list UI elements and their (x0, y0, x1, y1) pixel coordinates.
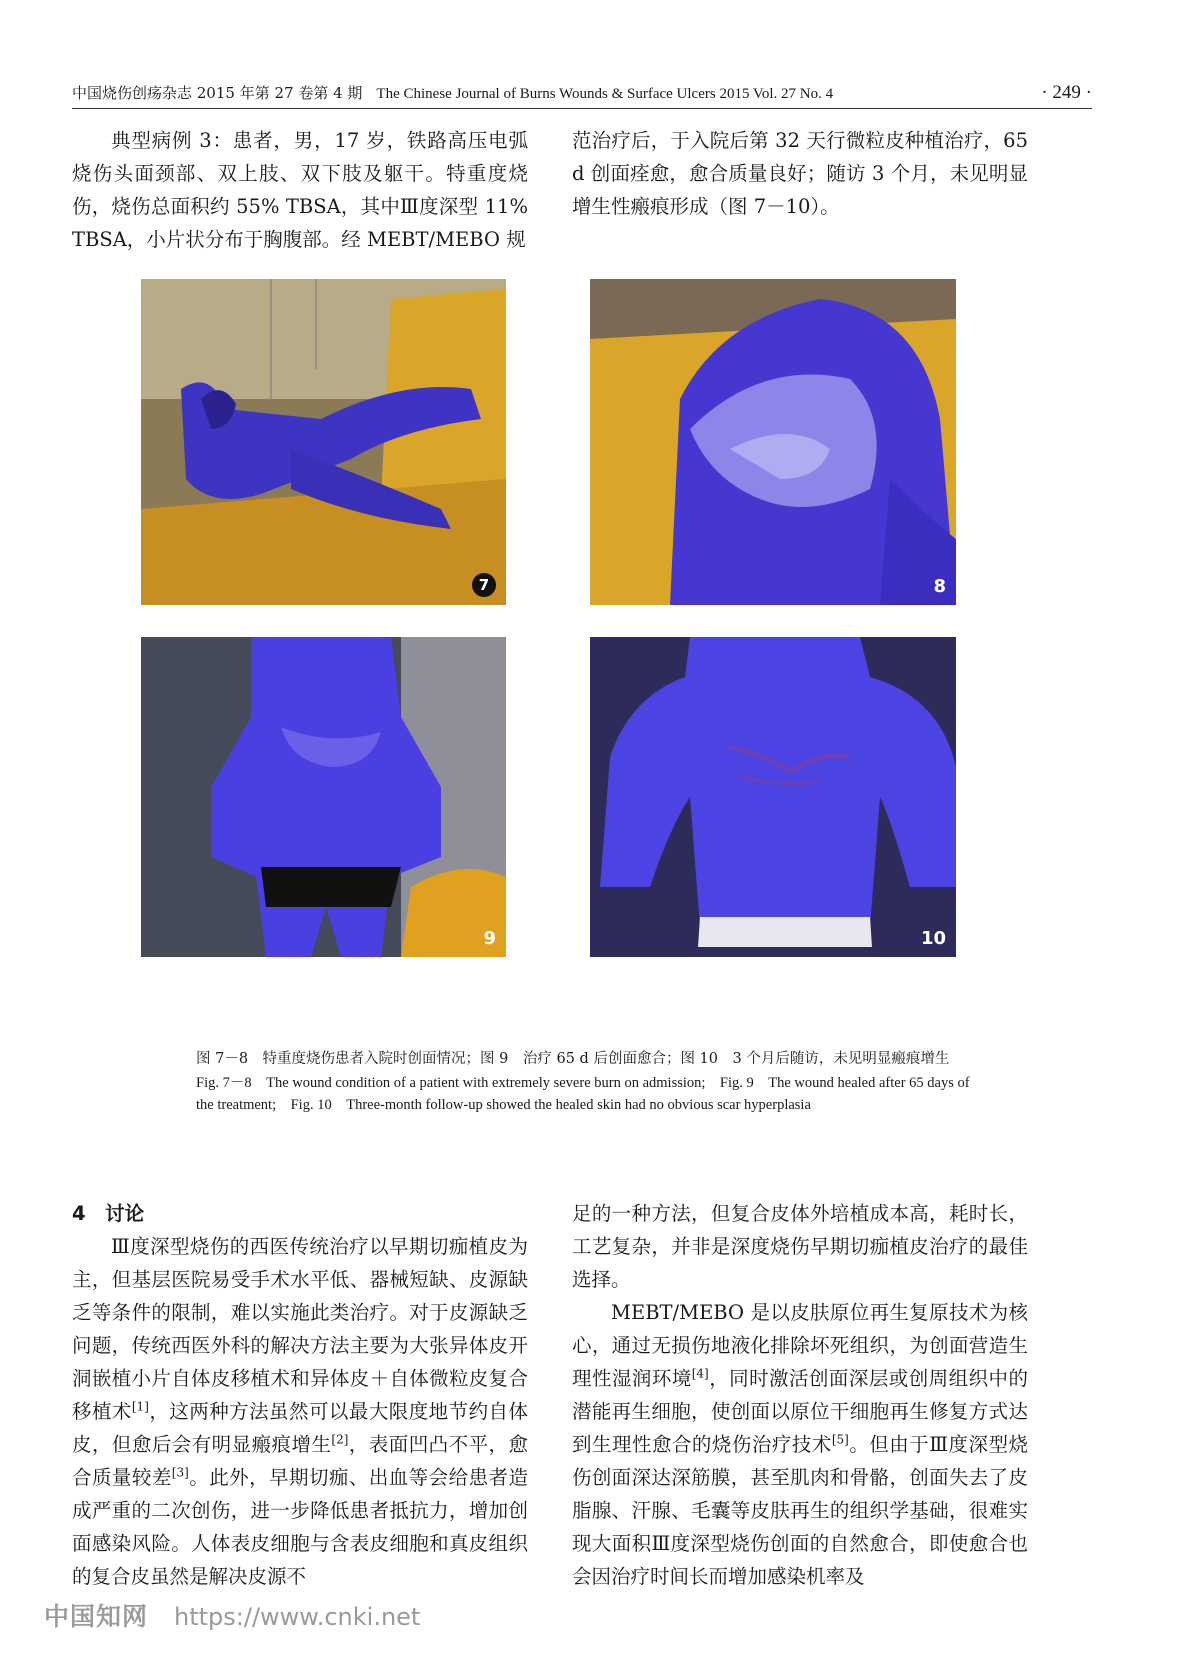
discussion-text: MEBT/MEBO 是以皮肤原位再生复原技术为核心，通过无损伤地液化排除坏死组织，为创面营造生理性湿润环境 (572, 1301, 1028, 1390)
figure-10-photo (590, 637, 956, 957)
figure-7-label: 7 (472, 573, 496, 597)
discussion-text: 。但由于Ⅲ度深型烧伤创面深达深筋膜，甚至肌肉和骨骼，创面失去了皮脂腺、汗腺、毛囊等皮肤再生的组织学基础，很难实现大面积Ⅲ度深型烧伤创面的自然愈合，即使愈合也会因治疗时间长而增加感染机率及 (572, 1433, 1028, 1588)
journal-title (72, 78, 833, 109)
figure-7-photo (141, 279, 506, 605)
discussion-left (72, 1230, 528, 1593)
journal-title-cn: 中国烧伤创疡杂志 2015 年第 27 卷第 4 期 (72, 84, 363, 102)
cnki-url[interactable]: https://www.cnki.net (174, 1603, 421, 1631)
discussion-paragraph-1 (72, 1230, 528, 1593)
caption-cn: 图 7－8 特重度烧伤患者入院时创面情况；图 9 治疗 65 d 后创面愈合；图 10 3 个月后随访，未见明显瘢痕增生 (196, 1051, 950, 1067)
cnki-watermark (44, 1597, 420, 1633)
figure-8-photo (590, 279, 956, 605)
running-header (72, 78, 1092, 108)
discussion-text: Ⅲ度深型烧伤的西医传统治疗以早期切痂植皮为主，但基层医院易受手术水平低、器械短缺、皮源缺乏等条件的限制，难以实施此类治疗。对于皮源缺乏问题，传统西医外科的解决方法主要为大张异体皮开洞嵌植小片自体皮移植术和异体皮＋自体微粒皮复合移植术 (72, 1235, 528, 1423)
case-paragraph-right: 范治疗后，于入院后第 32 天行微粒皮种植治疗，65 d 创面痊愈，愈合质量良好；随访 3 个月，未见明显增生性瘢痕形成（图 7－10）。 (572, 129, 1028, 218)
case-text-right (572, 124, 1028, 223)
figure-9-label: 9 (483, 928, 496, 949)
figure-7-illustration (141, 279, 506, 605)
citation: [4] (691, 1366, 709, 1381)
figure-10-illustration (590, 637, 956, 957)
discussion-right (572, 1197, 1028, 1593)
figure-10-label: 10 (920, 928, 946, 949)
discussion-text: ，同时激活创面深层或创周组织中的潜能再生细胞，使创面以原位干细胞再生修复方式达到生理性愈合的烧伤治疗技术 (572, 1367, 1028, 1456)
citation: [5] (831, 1432, 849, 1447)
figure-9-photo (141, 637, 506, 957)
page-number: · 249 · (1041, 82, 1092, 103)
figure-8-illustration (590, 279, 956, 605)
citation: [2] (331, 1432, 349, 1447)
discussion-text: ，这两种方法虽然可以最大限度地节约自体皮，但愈后会有明显瘢痕增生 (72, 1400, 528, 1456)
header-rule (72, 108, 1092, 109)
citation: [3] (171, 1465, 189, 1480)
discussion-paragraph-1-cont: 足的一种方法，但复合皮体外培植成本高，耗时长，工艺复杂，并非是深度烧伤早期切痂植皮治疗的最佳选择。 (572, 1202, 1028, 1291)
section-title: 4 讨论 (72, 1202, 145, 1225)
figure-caption (196, 1048, 976, 1116)
case-paragraph-left: 典型病例 3：患者，男，17 岁，铁路高压电弧烧伤头面颈部、双上肢、双下肢及躯干。特重度烧伤，烧伤总面积约 55% TBSA，其中Ⅲ度深型 11% TBSA，小片状分布于胸腹部。经 MEBT/MEBO 规 (72, 129, 528, 251)
discussion-text: 。此外，早期切痂、出血等会给患者造成严重的二次创伤，进一步降低患者抵抗力，增加创面感染风险。人体表皮细胞与含表皮细胞和真皮组织的复合皮虽然是解决皮源不 (72, 1466, 528, 1588)
discussion-paragraph-2 (572, 1296, 1028, 1593)
cnki-logo: 中国知网 (44, 1602, 149, 1631)
citation: [1] (131, 1399, 149, 1414)
journal-title-en: The Chinese Journal of Burns Wounds & Surface Ulcers 2015 Vol. 27 No. 4 (376, 86, 834, 102)
discussion-text: ，表面凹凸不平，愈合质量较差 (72, 1433, 528, 1489)
case-text-left (72, 124, 528, 256)
caption-en: Fig. 7－8 The wound condition of a patient with extremely severe burn on admission; Fig. 9 The wound healed after 65 days of the treatment; Fig. 10 Three-month follow-up showed the healed skin had no obvious scar hyperplasia (196, 1075, 970, 1113)
figure-8-label: 8 (933, 576, 946, 597)
figure-9-illustration (141, 637, 506, 957)
